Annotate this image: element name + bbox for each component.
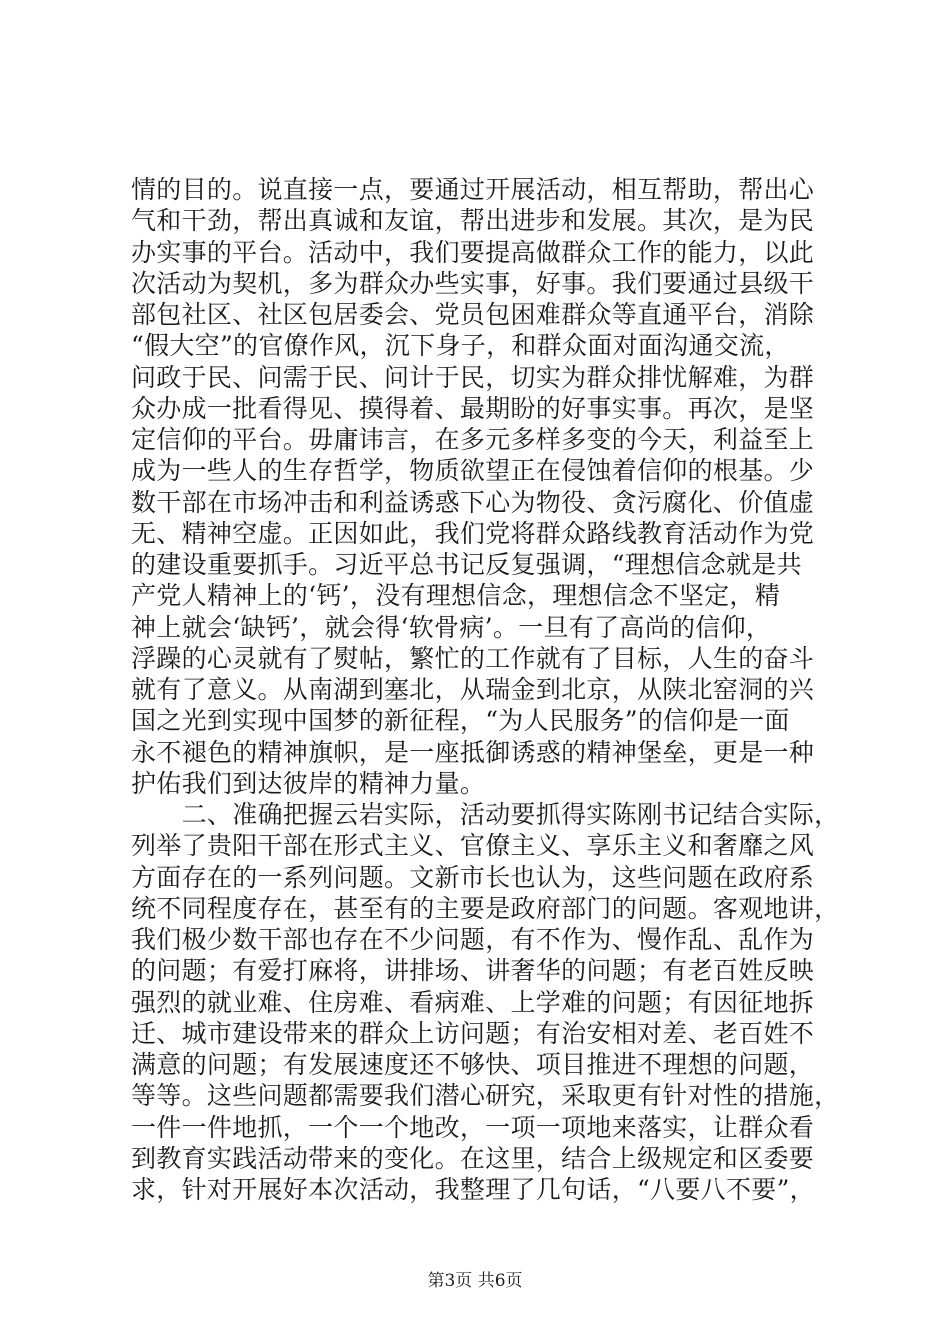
section-heading-line: 二、准确把握云岩实际，活动要抓得实陈刚书记结合实际，	[131, 800, 840, 829]
text-line: 满意的问题；有发展速度还不够快、项目推进不理想的问题，	[131, 1050, 815, 1079]
text-line: 众办成一批看得见、摸得着、最期盼的好事实事。再次，是坚	[131, 393, 815, 423]
text-line: 部包社区、社区包居委会、党员包困难群众等直通平台，消除	[131, 300, 815, 329]
text-line: 产党人精神上的‘钙’，没有理想信念，理想信念不坚定，精	[131, 581, 780, 611]
text-line: 我们极少数干部也存在不少问题，有不作为、慢作乱、乱作为	[131, 925, 815, 954]
text-line: 浮躁的心灵就有了熨帖，繁忙的工作就有了目标，人生的奋斗	[131, 643, 815, 673]
text-line: 国之光到实现中国梦的新征程，“为人民服务”的信仰是一面	[131, 706, 790, 736]
text-line: 办实事的平台。活动中，我们要提高做群众工作的能力，以此	[131, 237, 815, 267]
text-line: 问政于民、问需于民、问计于民，切实为群众排忧解难，为群	[131, 362, 815, 392]
text-line: 无、精神空虚。正因如此，我们党将群众路线教育活动作为党	[131, 518, 815, 548]
text-line: 的问题；有爱打麻将，讲排场、讲奢华的问题；有老百姓反映	[131, 956, 815, 986]
text-line: 统不同程度存在，甚至有的主要是政府部门的问题。客观地讲，	[131, 893, 840, 923]
text-line: 定信仰的平台。毋庸讳言，在多元多样多变的今天，利益至上	[131, 425, 815, 454]
text-line: 方面存在的一系列问题。文新市长也认为，这些问题在政府系	[131, 862, 815, 892]
text-line: 次活动为契机，多为群众办些实事，好事。我们要通过县级干	[131, 268, 815, 298]
text-line: 列举了贵阳干部在形式主义、官僚主义、享乐主义和奢靡之风	[131, 831, 815, 861]
text-line: 就有了意义。从南湖到塞北，从瑞金到北京，从陕北窑洞的兴	[131, 675, 815, 704]
text-line: 气和干劲，帮出真诚和友谊，帮出进步和发展。其次，是为民	[131, 206, 815, 236]
text-line: 永不褪色的精神旗帜，是一座抵御诱惑的精神堡垒，更是一种	[131, 737, 815, 767]
text-line: 一件一件地抓，一个一个地改，一项一项地来落实，让群众看	[131, 1112, 815, 1142]
text-line: 迁、城市建设带来的群众上访问题；有治安相对差、老百姓不	[131, 1018, 815, 1048]
text-line: 求，针对开展好本次活动，我整理了几句话，“八要八不要”，	[131, 1175, 815, 1204]
text-line: 的建设重要抓手。习近平总书记反复强调，“理想信念就是共	[131, 550, 802, 579]
text-line: 等等。这些问题都需要我们潜心研究，采取更有针对性的措施，	[131, 1081, 840, 1111]
text-line: 强烈的就业难、住房难、看病难、上学难的问题；有因征地拆	[131, 987, 815, 1017]
text-line: 神上就会‘缺钙’，就会得‘软骨病’。一旦有了高尚的信仰，	[131, 612, 772, 642]
text-line: 情的目的。说直接一点，要通过开展活动，相互帮助，帮出心	[131, 175, 815, 204]
text-line: 到教育实践活动带来的变化。在这里，结合上级规定和区委要	[131, 1143, 815, 1173]
text-line: “假大空”的官僚作风，沉下身子，和群众面对面沟通交流，	[131, 331, 790, 361]
page-number-footer: 第3页 共6页	[427, 1271, 523, 1291]
body-text	[131, 174, 840, 1205]
text-line: 数干部在市场冲击和利益诱惑下心为物役、贪污腐化、价值虚	[131, 487, 815, 517]
text-line: 护佑我们到达彼岸的精神力量。	[131, 768, 486, 798]
text-line: 成为一些人的生存哲学，物质欲望正在侵蚀着信仰的根基。少	[131, 456, 815, 486]
